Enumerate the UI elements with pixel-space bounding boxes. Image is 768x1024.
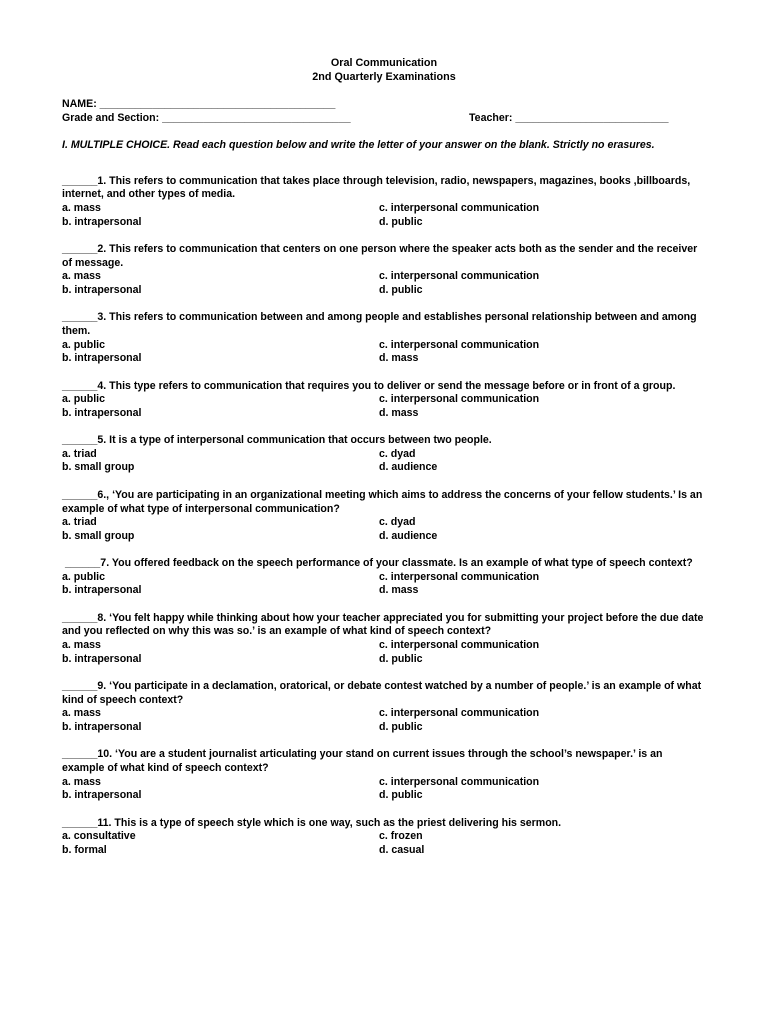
choice-d: d. mass bbox=[379, 406, 419, 419]
question-11 bbox=[62, 817, 706, 858]
choices bbox=[62, 202, 706, 229]
choice-a: a. mass bbox=[62, 270, 101, 283]
choice-c: c. interpersonal communication bbox=[379, 639, 540, 652]
question-7 bbox=[62, 557, 706, 598]
title-block bbox=[62, 56, 706, 84]
choices bbox=[62, 516, 706, 543]
choice-c: c. interpersonal communication bbox=[379, 707, 540, 720]
question-stem: ______4. This type refers to communication that requires you to deliver or send the message before or in front of a group. bbox=[62, 379, 676, 392]
choice-a: a. consultative bbox=[62, 830, 136, 843]
choice-d: d. public bbox=[379, 215, 423, 228]
choices bbox=[62, 639, 706, 666]
choice-a: a. public bbox=[62, 570, 105, 583]
question-stem: ______1. This refers to communication that takes place through television, radio, newspapers, magazines, books ,billboards, internet, and other types of media. bbox=[62, 174, 691, 201]
question-stem: ______11. This is a type of speech style which is one way, such as the priest delivering his sermon. bbox=[62, 816, 562, 829]
choice-c: c. interpersonal communication bbox=[379, 270, 540, 283]
choice-b: b. intrapersonal bbox=[62, 789, 142, 802]
document-title: Oral Communication bbox=[330, 57, 438, 69]
instructions: I. MULTIPLE CHOICE. Read each question below and write the letter of your answer on the blank. Strictly no erasures. bbox=[62, 139, 655, 152]
choice-d: d. mass bbox=[379, 584, 419, 597]
question-stem: ______3. This refers to communication between and among people and establishes personal relationship between and among them. bbox=[62, 311, 697, 337]
question-5 bbox=[62, 434, 706, 475]
teacher-field-label: Teacher: __________________________ bbox=[469, 111, 669, 124]
choices bbox=[62, 707, 706, 734]
choices bbox=[62, 270, 706, 297]
choice-a: a. public bbox=[62, 338, 105, 351]
choice-d: d. public bbox=[379, 720, 423, 733]
choices bbox=[62, 393, 706, 420]
question-stem: ______7. You offered feedback on the speech performance of your classmate. Is an example of what type of speech context? bbox=[64, 557, 693, 570]
question-stem: ______2. This refers to communication that centers on one person where the speaker acts both as the sender and the receiver of message. bbox=[62, 243, 698, 269]
choice-b: b. intrapersonal bbox=[62, 652, 142, 665]
choices bbox=[62, 448, 706, 475]
question-9 bbox=[62, 680, 706, 734]
question-stem: ______9. ‘You participate in a declamation, oratorical, or debate contest watched by a number of people.’ is an example of what kind of speech context? bbox=[62, 680, 702, 706]
question-3 bbox=[62, 311, 706, 365]
question-1 bbox=[62, 175, 706, 229]
choice-c: c. frozen bbox=[379, 830, 423, 843]
choice-b: b. intrapersonal bbox=[62, 720, 142, 733]
question-2 bbox=[62, 243, 706, 297]
choices bbox=[62, 571, 706, 598]
name-field-label: NAME: ________________________________________ bbox=[62, 98, 336, 110]
choice-c: c. dyad bbox=[379, 447, 416, 460]
choice-a: a. triad bbox=[62, 516, 97, 529]
choice-a: a. triad bbox=[62, 447, 97, 460]
choice-a: a. mass bbox=[62, 639, 101, 652]
choice-d: d. public bbox=[379, 789, 423, 802]
question-stem: ______10. ‘You are a student journalist articulating your stand on current issues through the school’s newspaper.’ is an example of what kind of speech context? bbox=[62, 748, 663, 774]
question-stem: ______6., ‘You are participating in an organizational meeting which aims to address the concerns of your fellow students.’ Is an example of what type of interpersonal communication? bbox=[62, 488, 703, 515]
choice-a: a. public bbox=[62, 393, 105, 406]
choice-b: b. intrapersonal bbox=[62, 406, 142, 419]
question-10 bbox=[62, 748, 706, 802]
choice-a: a. mass bbox=[62, 775, 101, 788]
choice-b: b. intrapersonal bbox=[62, 283, 142, 296]
name-row bbox=[62, 98, 706, 112]
choice-a: a. mass bbox=[62, 707, 101, 720]
grade-teacher-row bbox=[62, 112, 706, 126]
choice-d: d. audience bbox=[379, 461, 438, 474]
choice-b: b. small group bbox=[62, 529, 135, 542]
choice-c: c. interpersonal communication bbox=[379, 570, 540, 583]
choice-c: c. dyad bbox=[379, 516, 416, 529]
choice-c: c. interpersonal communication bbox=[379, 201, 540, 214]
choice-a: a. mass bbox=[62, 201, 101, 214]
choice-b: b. small group bbox=[62, 461, 135, 474]
grade-section-field-label: Grade and Section: ________________________________ bbox=[62, 111, 351, 124]
choice-b: b. formal bbox=[62, 843, 107, 856]
choice-d: d. casual bbox=[379, 843, 425, 856]
choice-d: d. mass bbox=[379, 352, 419, 365]
question-list bbox=[62, 175, 706, 858]
choice-d: d. audience bbox=[379, 529, 438, 542]
choice-c: c. interpersonal communication bbox=[379, 775, 540, 788]
choice-b: b. intrapersonal bbox=[62, 352, 142, 365]
question-stem: ______8. ‘You felt happy while thinking about how your teacher appreciated you for submitting your project before the due date and you reflected on why this was so.’ is an example of what kind of speech context? bbox=[62, 611, 704, 638]
question-4 bbox=[62, 380, 706, 421]
choice-c: c. interpersonal communication bbox=[379, 338, 540, 351]
document-subtitle: 2nd Quarterly Examinations bbox=[312, 71, 456, 83]
choices bbox=[62, 776, 706, 803]
question-6 bbox=[62, 489, 706, 543]
choice-b: b. intrapersonal bbox=[62, 584, 142, 597]
choice-b: b. intrapersonal bbox=[62, 215, 142, 228]
choice-c: c. interpersonal communication bbox=[379, 393, 540, 406]
choices bbox=[62, 830, 706, 857]
question-8 bbox=[62, 612, 706, 666]
choice-d: d. public bbox=[379, 283, 423, 296]
question-stem: ______5. It is a type of interpersonal communication that occurs between two people. bbox=[62, 434, 492, 447]
choice-d: d. public bbox=[379, 652, 423, 665]
choices bbox=[62, 339, 706, 366]
